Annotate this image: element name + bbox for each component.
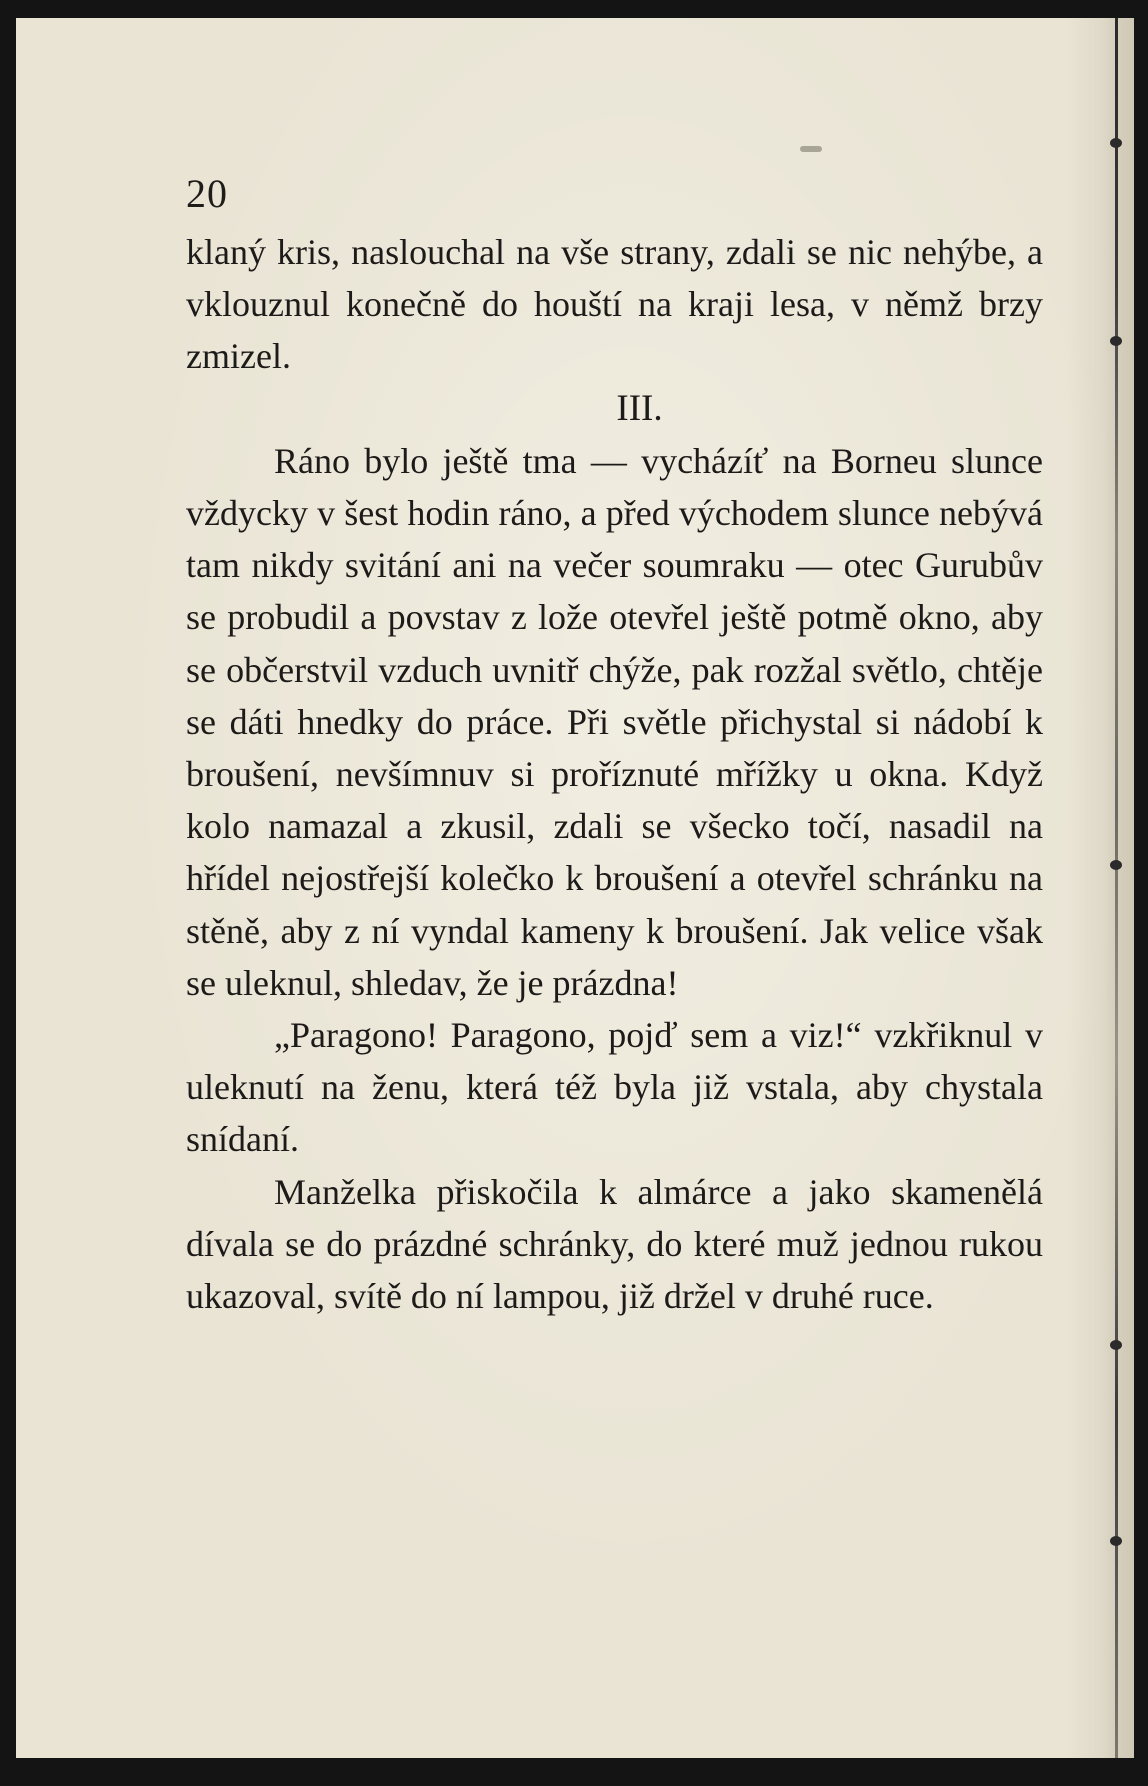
book-page	[16, 18, 1134, 1758]
paragraph: Ráno bylo ještě tma — vycházíť na Borneu slunce vždycky v šest hodin ráno, a před východem slunce nebývá tam nikdy svitání ani na večer soumraku — otec Gurubův se probudil a povstav z lože otevřel ještě potmě okno, aby se občerstvil vzduch uvnitř chýže, pak rozžal světlo, chtěje se dáti hnedky do práce. Při světle přichystal si nádobí k broušení, nevšímnuv si proříznuté mřížky u okna. Když kolo namazal a zkusil, zdali se všecko točí, nasadil na hřídel nejostřejší kolečko k broušení a otevřel schránku na stěně, aby z ní vyndal kameny k broušení. Jak velice však se uleknul, shledav, že je prázdna!	[186, 440, 1043, 1003]
paragraph: Manželka přiskočila k almárce a jako skamenělá dívala se do prázdné schránky, do které muž jednou rukou ukazoval, svítě do ní lampou, již držel v druhé ruce.	[186, 1171, 1043, 1317]
page-gutter	[1104, 18, 1134, 1758]
ink-speck	[800, 146, 822, 152]
binding-mark	[1110, 138, 1122, 148]
binding-mark	[1110, 860, 1122, 870]
paragraph: klaný kris, naslouchal na vše strany, zdali se nic nehýbe, a vklouznul konečně do houští na kraji lesa, v němž brzy zmizel.	[186, 232, 1043, 377]
binding-mark	[1110, 336, 1122, 346]
binding-edge	[1115, 18, 1118, 1758]
paragraph: „Paragono! Paragono, pojď sem a viz!“ vzkřiknul v uleknutí na ženu, která též byla již vstala, aby chystala snídaní.	[186, 1015, 1043, 1160]
binding-mark	[1110, 1340, 1122, 1350]
page-number: 20	[186, 171, 228, 216]
binding-mark	[1110, 1536, 1122, 1546]
chapter-heading: III.	[616, 387, 663, 429]
body-text	[186, 226, 1043, 1322]
